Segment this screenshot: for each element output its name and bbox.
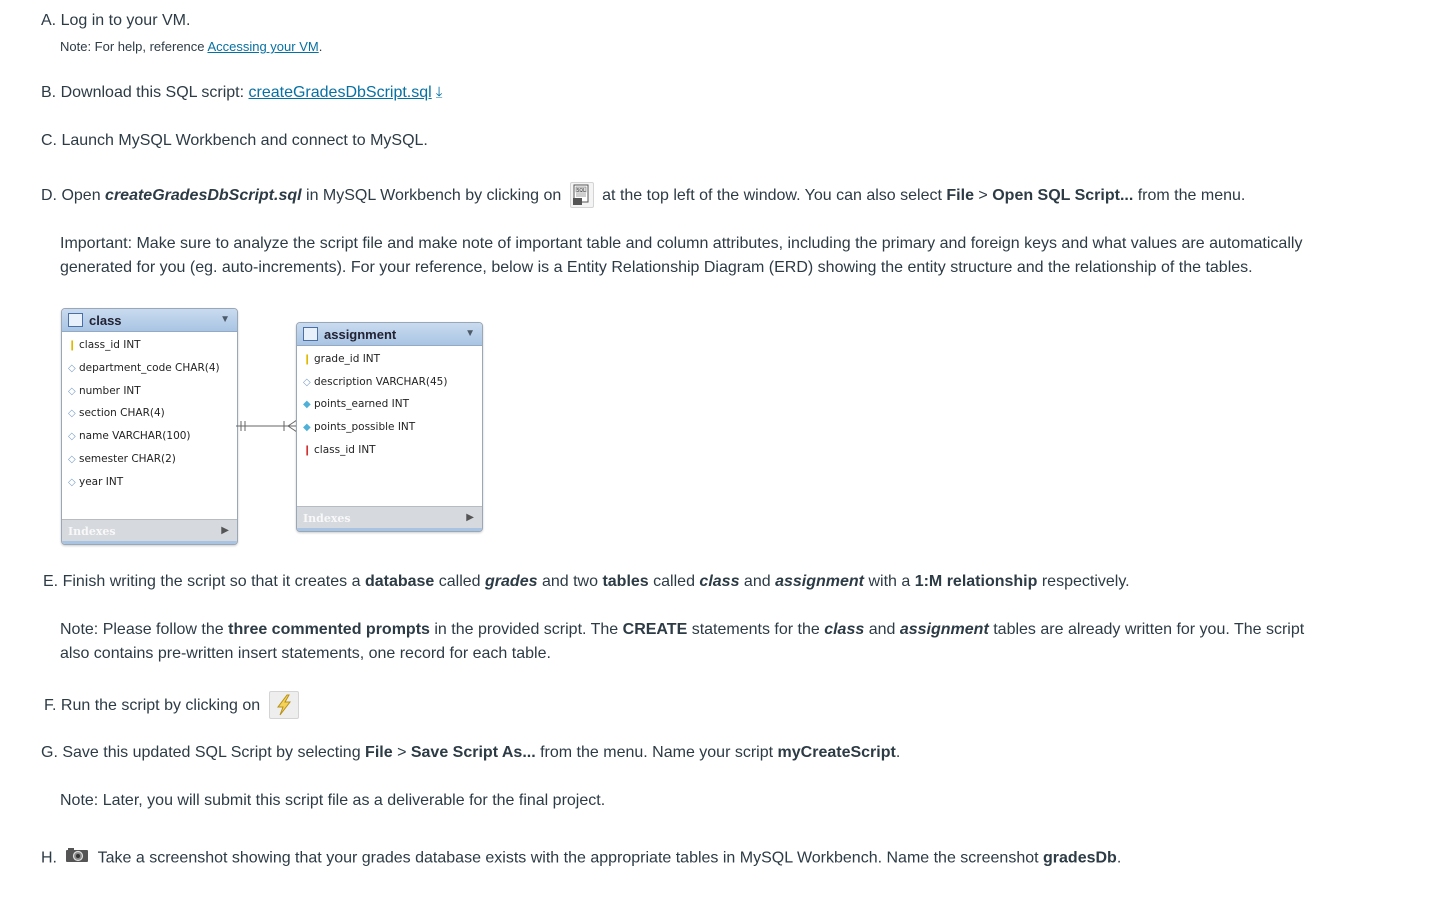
assignment-table-indexes [297,506,482,531]
screenshot-name: gradesDb [1043,849,1117,867]
step-text: with a [868,573,911,590]
column-row [68,362,220,374]
one-to-many-relationship-line [236,418,298,434]
collapse-arrow-icon: ▼ [220,314,230,325]
step-e-note [60,618,1320,666]
assignment-table-header [297,323,482,346]
bold-term: grades [485,573,538,590]
step-letter: D. [41,187,57,205]
bold-term: class [699,573,740,590]
step-text: Open [61,187,101,205]
diamond-icon: ◇ [68,454,76,465]
step-g [41,744,900,762]
step-g-note: Note: Later, you will submit this script file as a deliverable for the final project. [60,792,606,809]
column-row [303,398,409,410]
column-name: class_id INT [79,339,141,351]
column-row [68,430,191,442]
column-row [68,407,165,419]
step-letter: C. [41,132,57,149]
primary-key-icon: ❙ [303,354,312,365]
sql-script-download-link[interactable]: createGradesDbScript.sql [248,84,432,101]
table-icon [303,327,318,341]
column-name: name VARCHAR(100) [79,430,191,442]
diamond-icon: ◇ [68,386,76,397]
step-text: from the menu. Name your script [540,744,774,761]
step-b [41,84,442,102]
step-letter: H. [41,849,57,867]
step-e [43,573,1130,591]
column-name: class_id INT [314,444,376,456]
diamond-icon: ◇ [68,363,76,374]
column-name: number INT [79,385,141,397]
expand-arrow-icon: ▶ [221,525,229,536]
note-text: and [868,621,896,638]
accessing-vm-link[interactable]: Accessing your VM [207,39,319,54]
column-name: department_code CHAR(4) [79,362,220,374]
note-text: Note: Please follow the [60,621,224,638]
column-name: points_earned INT [314,398,410,410]
menu-file: File [946,187,974,205]
menu-save-script-as: Save Script As... [410,744,536,761]
step-a-note [60,39,322,54]
step-f [44,692,299,720]
column-row [68,385,141,397]
column-name: section CHAR(4) [79,407,165,419]
column-row [303,376,447,388]
note-suffix: . [318,39,323,54]
step-letter: B. [41,84,57,101]
bold-term: three commented prompts [228,621,430,638]
column-name: grade_id INT [314,353,381,365]
step-text: Save this updated SQL Script by selecting [62,744,361,761]
diamond-icon: ◇ [303,377,311,388]
erd-class-table [61,308,238,545]
table-icon [68,313,83,327]
step-text: Run the script by clicking on [60,697,261,715]
step-text: and [743,573,771,590]
important-note: Important: Make sure to analyze the script file and make note of important table and column attributes, including the primary and foreign keys and what values are automatically generated for you (eg. auto-increments). For your reference, below is a Entity Relationship Diagram (ERD) showing the entity structure and the relationship of the tables. [60,235,1303,276]
menu-separator: > [978,187,988,205]
step-a [41,12,190,30]
assignment-table-title: assignment [324,327,397,342]
bold-term: 1:M relationship [914,573,1038,590]
column-name: year INT [79,476,124,488]
diamond-icon: ◇ [68,477,76,488]
bold-term: CREATE [622,621,688,638]
step-letter: A. [41,12,57,29]
column-row [68,453,176,465]
filled-diamond-icon: ◆ [303,399,311,410]
step-text: Download this SQL script: [60,84,245,101]
class-table-header [62,309,237,332]
step-c [41,132,428,150]
step-d [41,183,1245,209]
foreign-key-icon: ❙ [303,445,312,456]
bold-term: tables [602,573,649,590]
menu-separator: > [397,744,407,761]
note-text: statements for the [691,621,820,638]
bold-term: database [364,573,435,590]
menu-open-sql-script: Open SQL Script... [992,187,1134,205]
collapse-arrow-icon: ▼ [465,328,475,339]
bold-term: assignment [775,573,864,590]
column-row [303,353,380,365]
indexes-label: Indexes [303,512,351,525]
menu-file: File [365,744,393,761]
open-sql-script-icon [570,182,594,208]
step-letter: E. [43,573,59,590]
step-text: in MySQL Workbench by clicking on [306,187,562,205]
column-row [68,476,123,488]
execute-lightning-icon [269,691,299,719]
step-text: and two [541,573,598,590]
column-name: semester CHAR(2) [79,453,176,465]
step-h [41,848,1121,869]
note-text: tables are already written for you. The script also contains pre-written insert statements, one record for each table. [60,621,1305,662]
note-prefix: Note: For help, reference [60,39,205,54]
step-text: called [653,573,695,590]
class-table-indexes [62,519,237,544]
column-row [303,421,415,433]
expand-arrow-icon: ▶ [466,512,474,523]
step-text: . [895,744,901,761]
indexes-label: Indexes [68,525,116,538]
column-name: description VARCHAR(45) [314,376,448,388]
column-row [68,339,141,351]
column-name: points_possible INT [314,421,416,433]
bold-term: assignment [899,621,989,638]
download-icon[interactable]: ⤓ [435,84,443,101]
step-text: Log in to your VM. [60,12,191,29]
class-table-title: class [89,313,122,328]
step-text: called [438,573,481,590]
note-text: in the provided script. The [434,621,619,638]
camera-icon [65,847,89,868]
step-text: from the menu. [1137,187,1246,205]
step-text: Finish writing the script so that it creates a [62,573,361,590]
step-text: . [1116,849,1122,867]
step-letter: G. [41,744,58,761]
filled-diamond-icon: ◆ [303,422,311,433]
step-text: respectively. [1041,573,1130,590]
step-letter: F. [44,697,57,715]
diamond-icon: ◇ [68,431,76,442]
svg-text:SQL: SQL [576,188,586,194]
erd-assignment-table [296,322,483,532]
step-text: at the top left of the window. You can also select [602,187,942,205]
step-text: Take a screenshot showing that your grades database exists with the appropriate tables in MySQL Workbench. Name the screenshot [97,849,1039,867]
script-filename: createGradesDbScript.sql [105,187,302,205]
column-row [303,444,376,456]
step-text: Launch MySQL Workbench and connect to MySQL. [61,132,428,149]
primary-key-icon: ❙ [68,340,77,351]
diamond-icon: ◇ [68,408,76,419]
bold-term: class [824,621,865,638]
script-name: myCreateScript [777,744,896,761]
